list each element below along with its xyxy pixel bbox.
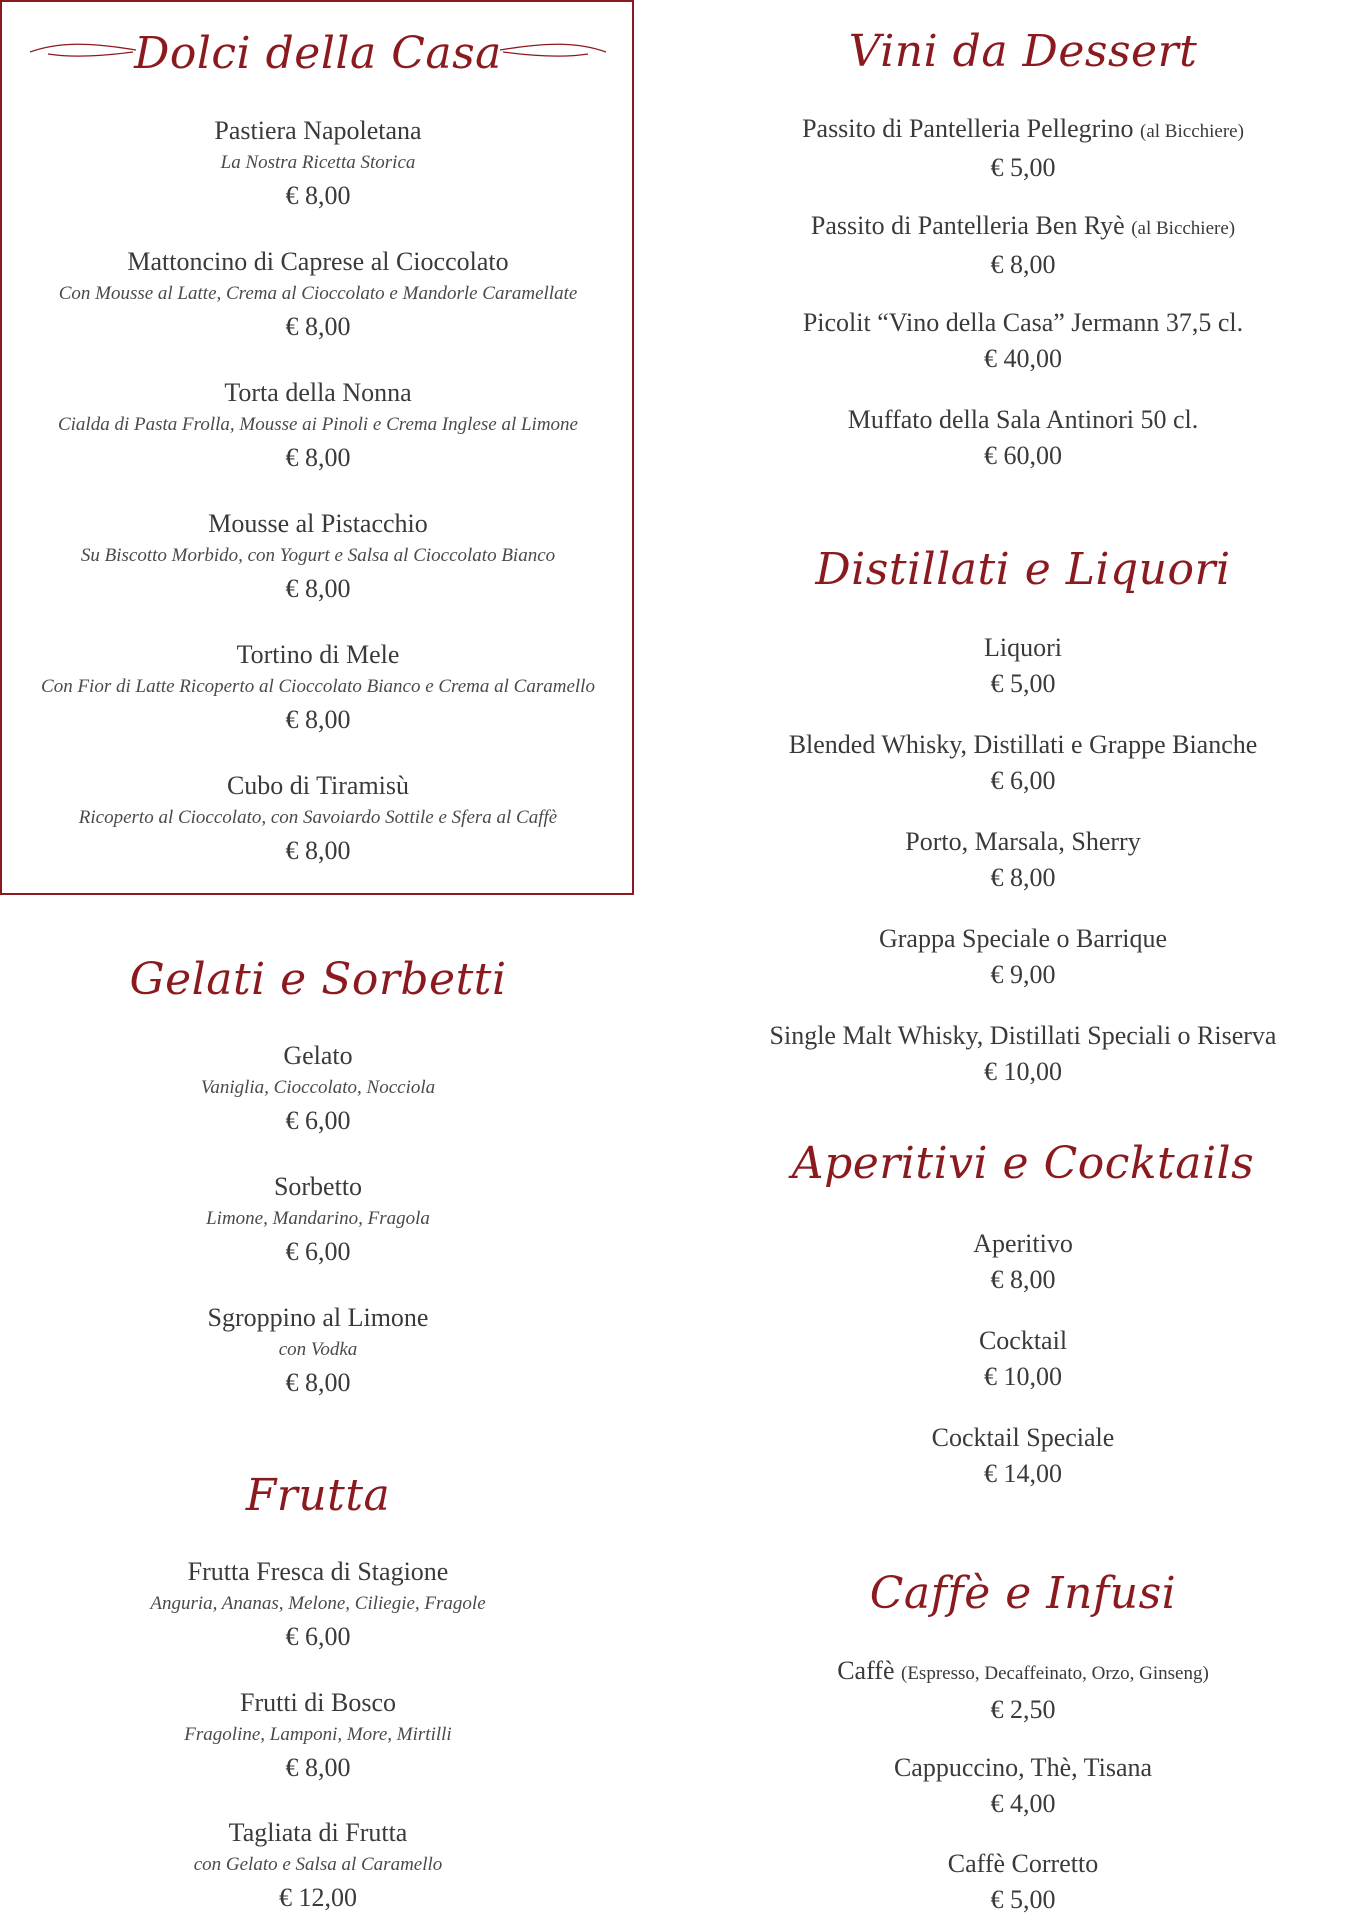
item-description: con Vodka: [278, 1339, 358, 1360]
item-name: Caffè: [837, 1656, 895, 1685]
item-name: Frutta Fresca di Stagione: [187, 1557, 449, 1586]
item-description: Su Biscotto Morbido, con Yogurt e Salsa al Cioccolato Bianco: [80, 545, 556, 566]
item-price: € 10,00: [984, 1057, 1062, 1086]
menu-item: [720, 1654, 1326, 1727]
item-price: € 8,00: [285, 1368, 351, 1397]
menu-item: [0, 1301, 636, 1400]
item-name: Porto, Marsala, Sherry: [905, 827, 1141, 856]
item-name: Caffè Corretto: [947, 1849, 1099, 1878]
item-price: € 9,00: [990, 960, 1056, 989]
item-name: Picolit “Vino della Casa” Jermann 37,5 cl.: [802, 308, 1244, 337]
menu-item: [0, 769, 636, 868]
item-description: Fragoline, Lamponi, More, Mirtilli: [184, 1724, 452, 1745]
item-price: € 8,00: [285, 705, 351, 734]
item-name: Gelato: [283, 1041, 353, 1070]
item-name: Liquori: [984, 633, 1062, 662]
item-note: (al Bicchiere): [1140, 121, 1244, 142]
section-title-dolci: Dolci della Casa: [134, 28, 502, 79]
item-name: Pastiera Napoletana: [214, 116, 422, 145]
item-description: Vaniglia, Cioccolato, Nocciola: [200, 1077, 436, 1098]
menu-item: [720, 403, 1326, 473]
item-price: € 4,00: [990, 1789, 1056, 1818]
menu-item: [720, 112, 1326, 185]
item-price: € 6,00: [285, 1237, 351, 1266]
item-price: € 8,00: [990, 250, 1056, 279]
menu-item: [720, 306, 1326, 376]
menu-item: [0, 376, 636, 475]
item-name: Sgroppino al Limone: [207, 1303, 429, 1332]
item-name: Single Malt Whisky, Distillati Speciali o Riserva: [769, 1021, 1277, 1050]
item-price: € 6,00: [285, 1622, 351, 1651]
menu-item: [0, 1039, 636, 1138]
item-price: € 5,00: [990, 1885, 1056, 1914]
item-price: € 8,00: [990, 863, 1056, 892]
item-price: € 60,00: [984, 441, 1062, 470]
item-name: Tortino di Mele: [236, 640, 400, 669]
item-name: Passito di Pantelleria Pellegrino: [802, 114, 1134, 143]
menu-item: [0, 1170, 636, 1269]
item-name: Aperitivo: [973, 1229, 1073, 1258]
item-price: € 8,00: [285, 181, 351, 210]
item-name: Blended Whisky, Distillati e Grappe Bianche: [788, 730, 1258, 759]
item-description: Con Mousse al Latte, Crema al Cioccolato e Mandorle Caramellate: [58, 283, 578, 304]
item-note: (al Bicchiere): [1131, 218, 1236, 239]
item-price: € 2,50: [990, 1695, 1056, 1724]
item-price: € 6,00: [285, 1106, 351, 1135]
item-description: La Nostra Ricetta Storica: [220, 152, 416, 173]
item-description: con Gelato e Salsa al Caramello: [193, 1854, 443, 1875]
menu-item: [720, 1751, 1326, 1821]
menu-item: [0, 1816, 636, 1915]
item-name-line: [720, 1654, 1326, 1691]
menu-item: [0, 114, 636, 213]
menu-item: [720, 1847, 1326, 1917]
section-title-distillati: Distillati e Liquori: [815, 544, 1231, 595]
menu-item: [720, 209, 1326, 282]
item-price: € 8,00: [285, 836, 351, 865]
item-name: Frutti di Bosco: [239, 1688, 396, 1717]
menu-item: [0, 1555, 636, 1654]
item-description: Cialda di Pasta Frolla, Mousse ai Pinoli e Crema Inglese al Limone: [57, 414, 578, 435]
section-title-frutta: Frutta: [245, 1470, 391, 1521]
item-price: € 8,00: [285, 1753, 351, 1782]
item-name: Tagliata di Frutta: [228, 1818, 408, 1847]
menu-item: [0, 245, 636, 344]
item-name: Muffato della Sala Antinori 50 cl.: [847, 405, 1199, 434]
item-name: Grappa Speciale o Barrique: [878, 924, 1168, 953]
menu-item: [0, 1686, 636, 1785]
menu-item: [720, 922, 1326, 992]
item-name: Cappuccino, Thè, Tisana: [893, 1753, 1153, 1782]
menu-item: [720, 1227, 1326, 1297]
section-title-vini: Vini da Dessert: [848, 26, 1198, 77]
section-title-gelati: Gelati e Sorbetti: [129, 954, 507, 1005]
item-description: Limone, Mandarino, Fragola: [206, 1208, 430, 1229]
item-name-line: [720, 112, 1326, 149]
item-note: (Espresso, Decaffeinato, Orzo, Ginseng): [901, 1663, 1209, 1684]
item-name: Mousse al Pistacchio: [208, 509, 428, 538]
item-name: Passito di Pantelleria Ben Ryè: [810, 211, 1125, 240]
item-description: Anguria, Ananas, Melone, Ciliegie, Fragole: [150, 1593, 486, 1614]
item-price: € 8,00: [990, 1265, 1056, 1294]
item-name: Cocktail: [978, 1326, 1068, 1355]
menu-item: [720, 1324, 1326, 1394]
section-title-caffe: Caffè e Infusi: [869, 1568, 1177, 1619]
item-price: € 5,00: [990, 153, 1056, 182]
item-price: € 8,00: [285, 574, 351, 603]
item-description: Ricoperto al Cioccolato, con Savoiardo Sottile e Sfera al Caffè: [78, 807, 558, 828]
menu-item: [720, 631, 1326, 701]
item-name: Torta della Nonna: [224, 378, 412, 407]
menu-item: [0, 638, 636, 737]
item-price: € 5,00: [990, 669, 1056, 698]
item-price: € 12,00: [279, 1883, 357, 1912]
item-price: € 14,00: [984, 1459, 1062, 1488]
item-name: Mattoncino di Caprese al Cioccolato: [127, 247, 509, 276]
item-price: € 10,00: [984, 1362, 1062, 1391]
section-title-aperitivi: Aperitivi e Cocktails: [791, 1138, 1255, 1189]
menu-item: [720, 825, 1326, 895]
menu-item: [720, 1019, 1326, 1089]
menu-item: [0, 507, 636, 606]
item-description: Con Fior di Latte Ricoperto al Cioccolato Bianco e Crema al Caramello: [41, 676, 595, 697]
menu-item: [720, 728, 1326, 798]
menu-item: [720, 1421, 1326, 1491]
item-name-line: [720, 209, 1326, 246]
item-price: € 8,00: [285, 443, 351, 472]
item-name: Cubo di Tiramisù: [226, 771, 410, 800]
item-name: Cocktail Speciale: [931, 1423, 1115, 1452]
item-price: € 40,00: [984, 344, 1062, 373]
item-name: Sorbetto: [273, 1172, 363, 1201]
item-price: € 6,00: [990, 766, 1056, 795]
item-price: € 8,00: [285, 312, 351, 341]
